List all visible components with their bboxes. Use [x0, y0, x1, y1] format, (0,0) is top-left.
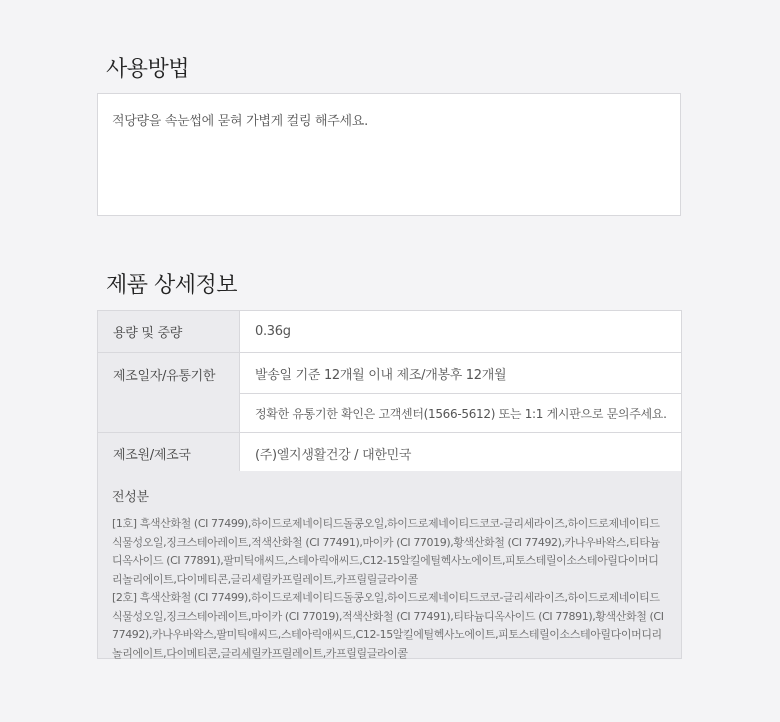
ingredients-text — [112, 515, 666, 663]
details-table — [97, 310, 682, 474]
details-section-title: 제품 상세정보 — [106, 273, 238, 298]
ingredients-label: 전성분 — [112, 490, 149, 505]
usage-text-box — [97, 93, 681, 216]
volume-label: 용량 및 중량 — [98, 311, 240, 352]
usage-text: 적당량을 속눈썹에 묻혀 가볍게 컬링 해주세요. — [112, 114, 368, 129]
manufacturer-label: 제조원/제조국 — [98, 433, 240, 473]
manufacturer-value: (주)엘지생활건강 / 대한민국 — [255, 447, 412, 463]
ingredients-box — [97, 471, 682, 659]
expiry-value: 발송일 기준 12개월 이내 제조/개봉후 12개월 — [255, 367, 507, 383]
expiry-note: 정확한 유통기한 확인은 고객센터(1566-5612) 또는 1:1 게시판으로 문의주세요. — [240, 393, 681, 432]
ingredients-line-1: [1호] 흑색산화철 (CI 77499),하이드로제네이티드돌콩오일,하이드로제네이티드코코-글리세라이즈,하이드로제네이티드식물성오일,징크스테아레이트,적색산화철 (CI 77491),마이카 (CI 77019),황색산화철 (CI 77492),카나우바왁스,티타늄디옥사이드 (CI 77891),팔미틱애씨드,스테아릭애씨드,C12-15알킬에틸헥사노에이트,피토스테릴이소스테아릴다이머디리놀리에이트,다이메티콘,글리세릴카프릴레이트,카프릴릴글라이콜 — [112, 517, 660, 586]
usage-section-title: 사용방법 — [106, 57, 190, 82]
table-row-expiry — [98, 353, 681, 433]
table-row-manufacturer — [98, 433, 681, 473]
expiry-label: 제조일자/유통기한 — [98, 353, 240, 432]
ingredients-line-2: [2호] 흑색산화철 (CI 77499),하이드로제네이티드돌콩오일,하이드로제네이티드코코-글리세라이즈,하이드로제네이티드식물성오일,징크스테아레이트,마이카 (CI 77019),적색산화철 (CI 77491),티타늄디옥사이드 (CI 77891),황색산화철 (CI 77492),카나우바왁스,팔미틱애씨드,스테아릭애씨드,C12-15알킬에틸헥사노에이트,피토스테릴이소스테아릴다이머디리놀리에이트,다이메티콘,글리세릴카프릴레이트,카프릴릴글라이콜 — [112, 591, 664, 660]
volume-value: 0.36g — [255, 324, 291, 339]
table-row-volume — [98, 311, 681, 353]
